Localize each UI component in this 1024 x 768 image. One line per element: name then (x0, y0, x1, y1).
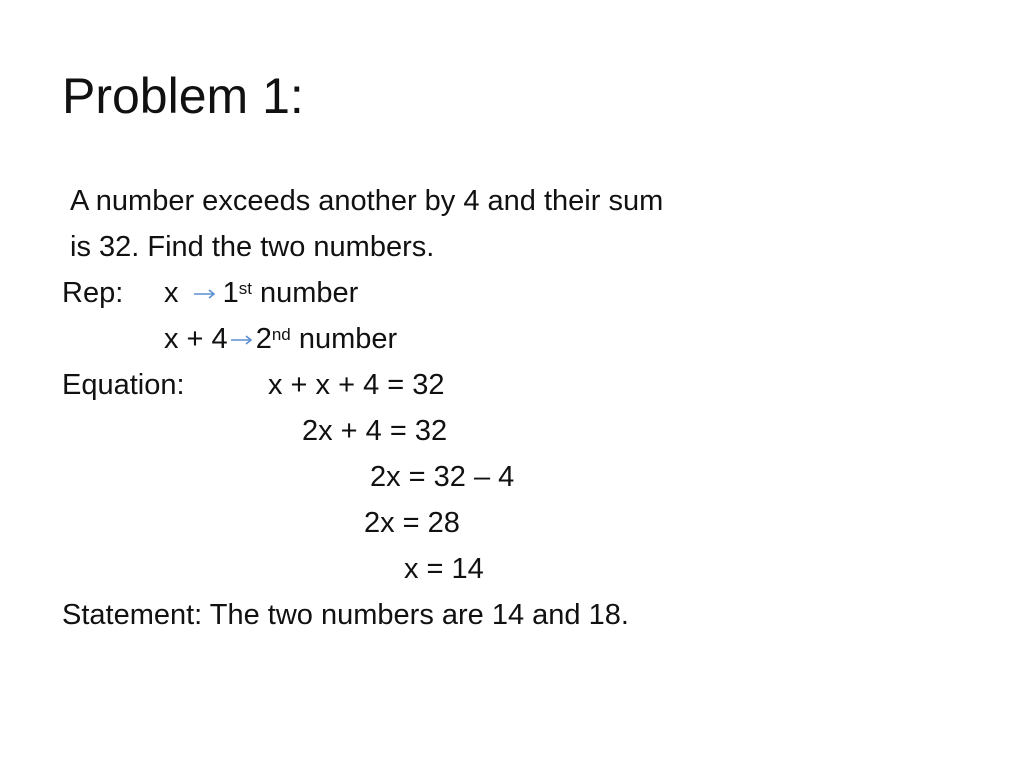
problem-line-1: A number exceeds another by 4 and their sum (70, 185, 664, 217)
equation-step-3: 2x = 32 – 4 (370, 461, 515, 493)
rep-label: Rep: (62, 277, 124, 309)
rep-row-2-text: number (298, 323, 398, 355)
right-arrow-icon (230, 333, 254, 347)
slide-title: Problem 1: (62, 68, 304, 124)
rep-row-2-variable: x + 4 (164, 323, 228, 355)
equation-step-5: x = 14 (404, 553, 484, 585)
rep-row-1-text: number (260, 277, 359, 309)
rep-row-1-variable: x (164, 277, 179, 309)
rep-row-2-ordinal: 2 (255, 323, 272, 355)
equation-label: Equation: (62, 369, 185, 401)
rep-row-1-ordinal: 1 (222, 277, 239, 309)
equation-step-1: x + x + 4 = 32 (268, 369, 445, 401)
rep-row-2-suffix: nd (271, 325, 291, 344)
equation-step-2: 2x + 4 = 32 (302, 415, 448, 447)
equation-step-4: 2x = 28 (364, 507, 460, 539)
rep-row-1-suffix: st (238, 279, 252, 298)
rep-row-1 (164, 275, 358, 311)
rep-row-2 (164, 321, 397, 357)
statement: Statement: The two numbers are 14 and 18. (62, 599, 629, 631)
right-arrow-icon (193, 287, 217, 301)
problem-line-2: is 32. Find the two numbers. (70, 231, 435, 263)
